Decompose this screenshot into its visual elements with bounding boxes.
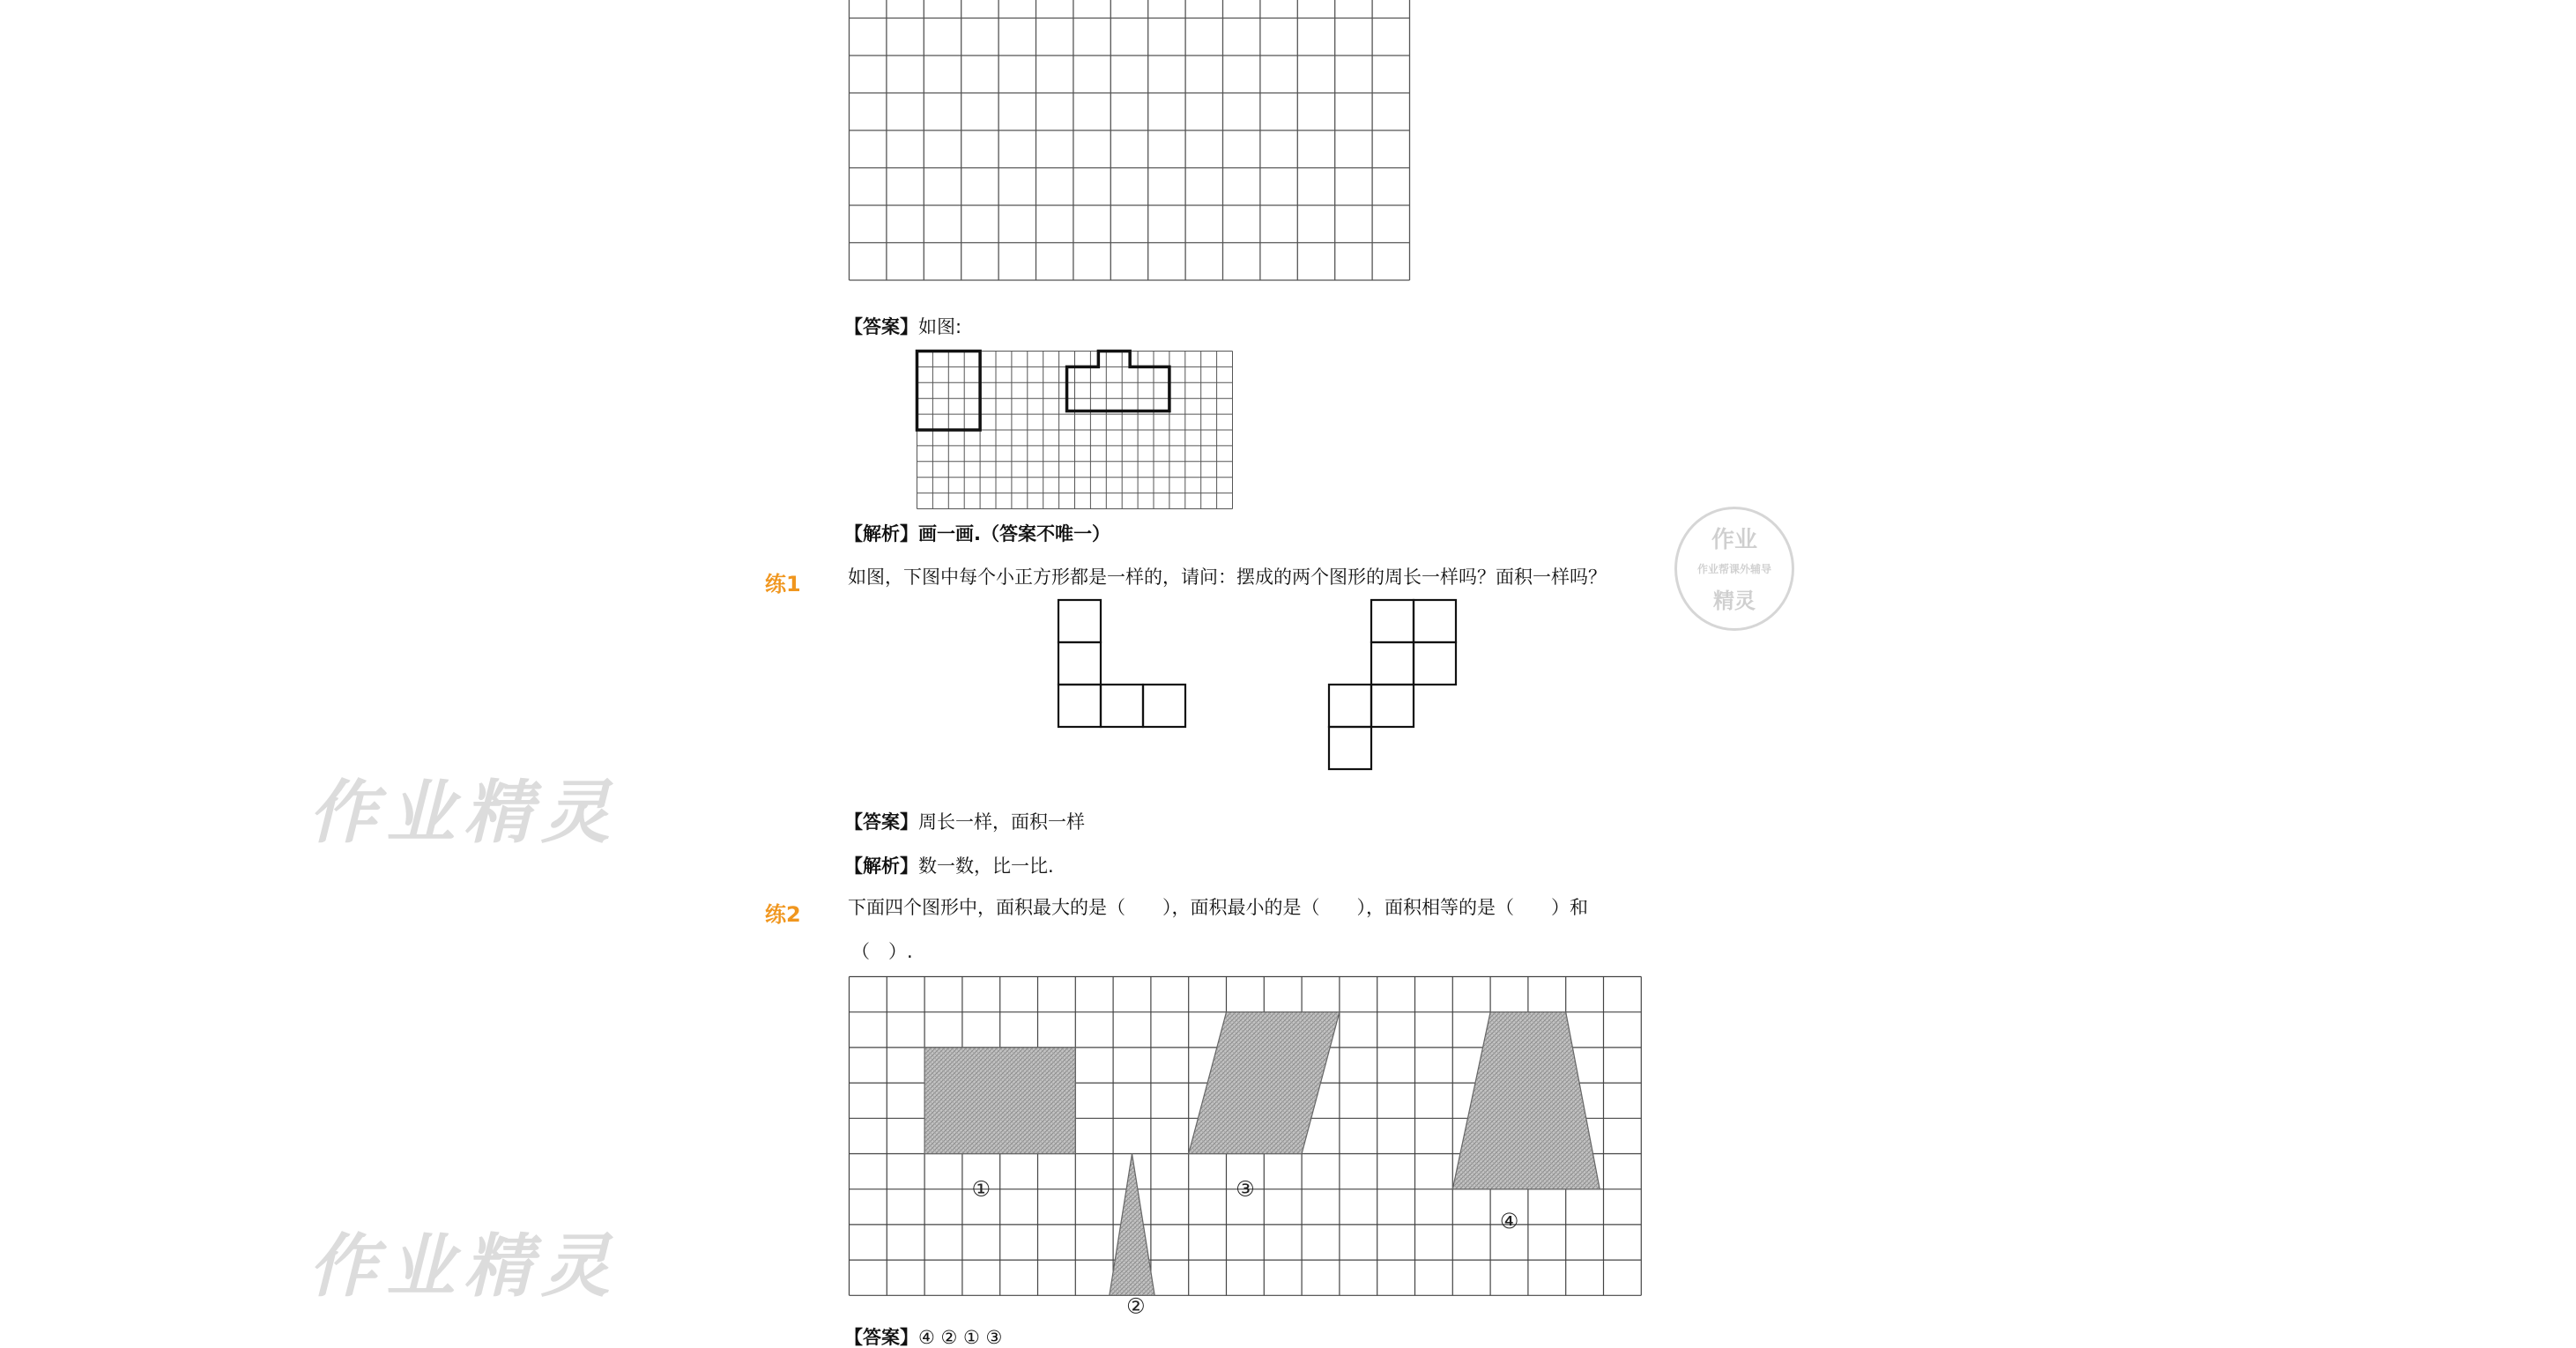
analysis-label: 【解析】 xyxy=(844,523,918,544)
watermark: 作业精灵 xyxy=(308,773,620,853)
answer-grid xyxy=(917,351,1238,514)
figure-b-square xyxy=(1371,642,1414,685)
figure-a-square xyxy=(1058,685,1101,727)
figure-a-square xyxy=(1058,642,1101,685)
answer-label: 【答案】 xyxy=(844,811,918,833)
figure-b-square xyxy=(1329,685,1371,727)
shape-label: ③ xyxy=(1236,1176,1255,1202)
figure-b-square xyxy=(1371,685,1414,727)
watermark: 作业精灵 xyxy=(308,1226,620,1307)
exercise1-analysis xyxy=(844,857,1054,876)
figure-b-square xyxy=(1414,642,1456,685)
shape-label: ④ xyxy=(1499,1208,1519,1233)
grid-lines xyxy=(850,0,1410,280)
exercise1-question: 如图，下图中每个小正方形都是一样的，请问：摆成的两个图形的周长一样吗？面积一样吗？ xyxy=(848,567,1607,588)
answer-text: 如图: xyxy=(918,316,962,337)
stamp-line1: 作业 xyxy=(1711,527,1757,553)
shape-1-rectangle xyxy=(924,1048,1075,1154)
exercise2-question-line1: 下面四个图形中，面积最大的是（ ），面积最小的是（ ），面积相等的是（ ）和 xyxy=(848,897,1588,918)
shape-label: ② xyxy=(1126,1293,1146,1319)
shape-4-trapezoid xyxy=(1452,1012,1600,1189)
exercise1-answer-text: 周长一样，面积一样 xyxy=(918,811,1085,833)
exercise2-answer-text: ④ ② ① ③ xyxy=(918,1327,1003,1348)
shape-label: ① xyxy=(971,1176,991,1202)
stamp-line2: 作业帮课外辅导 xyxy=(1696,563,1771,575)
answer-label: 【答案】 xyxy=(844,316,918,337)
shape-3-parallelogram xyxy=(1189,1012,1340,1154)
analysis-line xyxy=(844,525,1110,544)
exercise2-question-line2: （ ）. xyxy=(851,941,913,962)
figure-a-square xyxy=(1143,685,1185,727)
answer-line xyxy=(844,318,961,337)
figure-b-square xyxy=(1371,600,1414,642)
blank-grid xyxy=(849,0,1413,282)
exercise1-label: 练1 xyxy=(765,572,801,596)
exercise2-label: 练2 xyxy=(765,902,801,927)
analysis-label: 【解析】 xyxy=(844,855,918,877)
exercise1-answer xyxy=(844,813,1085,832)
figure-a-square xyxy=(1058,600,1101,642)
exercise1-figures xyxy=(1058,599,1481,775)
analysis-text: 画一画.（答案不唯一） xyxy=(918,523,1110,544)
figure-b-square xyxy=(1329,727,1371,769)
figure-b-square xyxy=(1414,600,1456,642)
stamp xyxy=(1674,507,1794,631)
exercise2-answer xyxy=(844,1329,1002,1347)
answer-label: 【答案】 xyxy=(844,1327,918,1348)
exercise2-grid xyxy=(849,976,1646,1319)
figure-a-square xyxy=(1101,685,1143,727)
exercise1-analysis-text: 数一数，比一比. xyxy=(918,855,1054,877)
stamp-line3: 精灵 xyxy=(1713,589,1756,613)
